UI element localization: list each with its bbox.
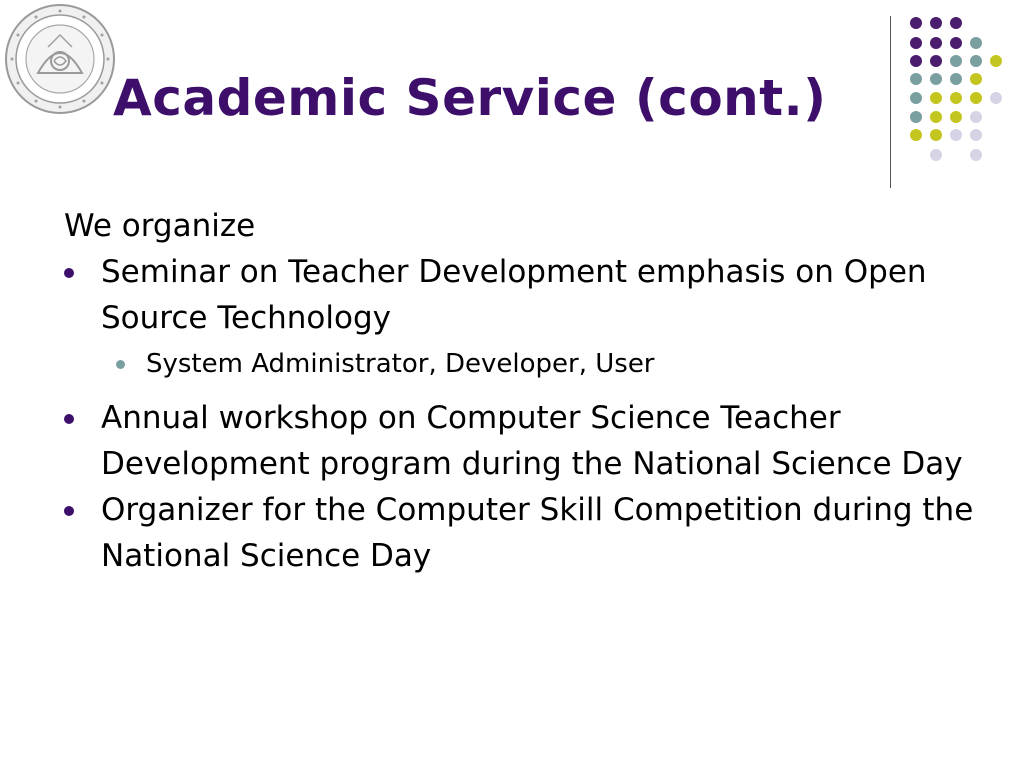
bullet-dot-icon [64, 506, 74, 516]
bullet-list [64, 249, 984, 579]
dot-row-2 [910, 37, 982, 49]
sub-bullet-list [101, 341, 984, 387]
university-seal-icon [4, 3, 116, 115]
bullet-item-seminar [64, 249, 984, 387]
dot-row-8 [930, 149, 982, 161]
bullet-dot-icon [64, 414, 74, 424]
decorative-dot-grid [902, 10, 1012, 170]
sub-bullet-dot-icon [116, 360, 125, 369]
bullet-item-competition [64, 487, 984, 579]
bullet-text: Organizer for the Computer Skill Competition during the National Science Day [101, 492, 974, 574]
sub-bullet-item [101, 341, 984, 387]
bullet-dot-icon [64, 268, 74, 278]
sub-bullet-text: System Administrator, Developer, User [146, 349, 655, 379]
dot-row-5 [910, 92, 1002, 104]
dot-row-7 [910, 129, 982, 141]
title-divider [890, 16, 891, 188]
bullet-text: Seminar on Teacher Development emphasis on Open Source Technology [101, 254, 927, 336]
dot-row-6 [910, 111, 982, 123]
dot-row-1 [910, 17, 962, 29]
slide-body [64, 203, 984, 579]
dot-row-3 [910, 55, 1002, 67]
bullet-item-workshop [64, 395, 984, 487]
intro-text: We organize [64, 208, 256, 244]
page-title: Academic Service (cont.) [113, 69, 827, 127]
dot-row-4 [910, 73, 982, 85]
bullet-text: Annual workshop on Computer Science Teacher Development program during the National Science Day [101, 400, 963, 482]
